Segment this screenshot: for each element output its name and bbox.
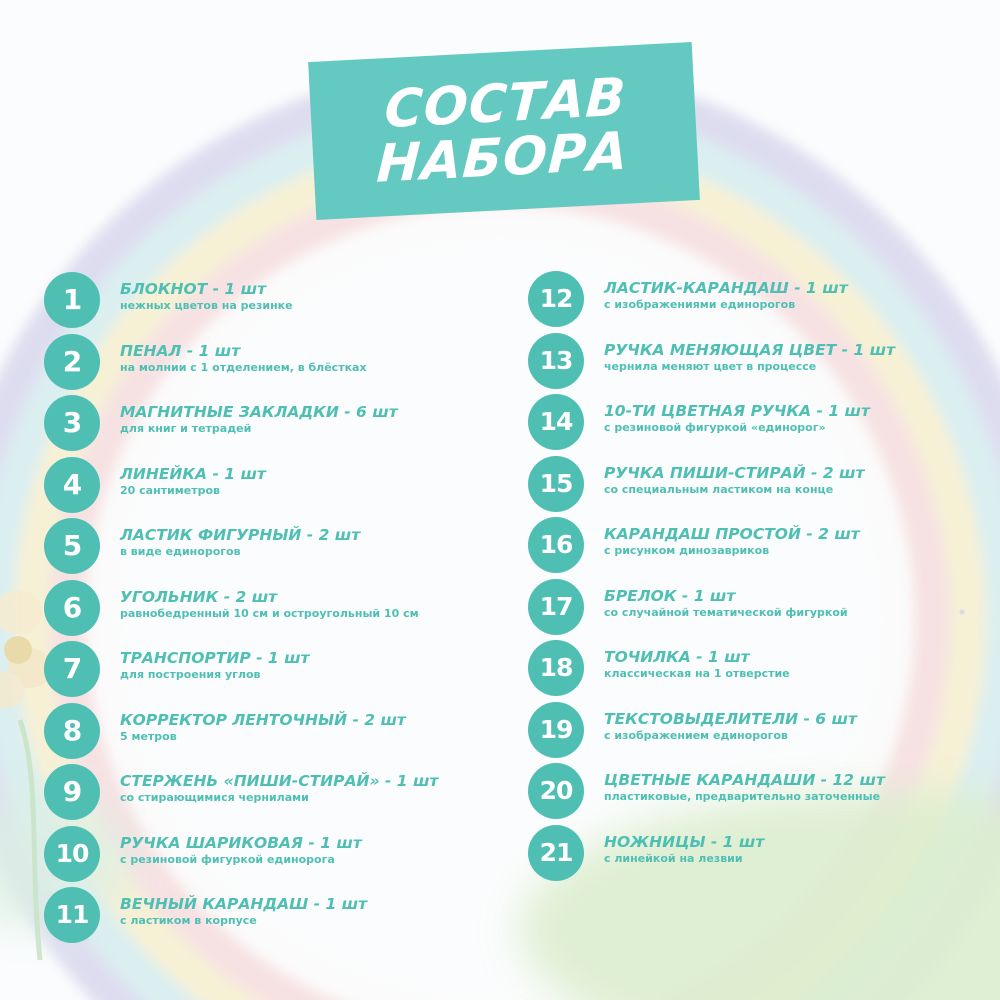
item-name: ПЕНАЛ - 1 шт xyxy=(120,341,241,360)
item-name: НОЖНИЦЫ - 1 шт xyxy=(604,832,765,851)
item-number-badge: 10 xyxy=(44,826,100,882)
list-item xyxy=(528,517,998,573)
title-banner xyxy=(308,42,700,220)
list-item xyxy=(44,272,514,328)
item-description: со случайной тематической фигуркой xyxy=(604,605,848,619)
item-description: с ластиком в корпусе xyxy=(120,914,257,927)
item-description: равнобедренный 10 см и остроугольный 10 см xyxy=(120,606,419,620)
item-description: с изображением единорогов xyxy=(604,728,788,742)
page-title xyxy=(308,42,700,221)
item-number-badge: 19 xyxy=(528,702,584,758)
item-number-badge: 14 xyxy=(528,394,584,450)
item-description: 5 метров xyxy=(120,729,177,743)
item-number-badge: 1 xyxy=(44,272,100,328)
item-name: ТЕКСТОВЫДЕЛИТЕЛИ - 6 шт xyxy=(604,709,857,728)
item-number-badge: 12 xyxy=(528,271,584,327)
list-item xyxy=(44,334,514,390)
item-description: 20 сантиметров xyxy=(120,483,220,497)
title-line-2: НАБОРА xyxy=(375,121,630,195)
item-description: с линейкой на лезвии xyxy=(604,851,743,865)
list-item xyxy=(528,271,998,327)
item-name: МАГНИТНЫЕ ЗАКЛАДКИ - 6 шт xyxy=(120,403,398,421)
item-number-badge: 7 xyxy=(44,641,100,697)
list-item xyxy=(44,395,514,451)
item-number-badge: 16 xyxy=(528,517,584,573)
item-description: классическая на 1 отверстие xyxy=(604,667,790,680)
item-name: БЛОКНОТ - 1 шт xyxy=(120,280,267,298)
item-name: БРЕЛОК - 1 шт xyxy=(604,586,736,605)
list-item xyxy=(528,394,998,450)
item-number-badge: 17 xyxy=(528,579,584,635)
item-description: в виде единорогов xyxy=(120,545,241,558)
list-item xyxy=(44,826,514,882)
list-item xyxy=(44,518,514,574)
item-name: ЛАСТИК-КАРАНДАШ - 1 шт xyxy=(604,279,848,297)
list-item xyxy=(528,825,998,881)
item-name: СТЕРЖЕНЬ «ПИШИ-СТИРАЙ» - 1 шт xyxy=(120,772,439,790)
item-number-badge: 8 xyxy=(44,703,100,759)
item-description: со специальным ластиком на конце xyxy=(604,482,834,496)
item-number-badge: 4 xyxy=(44,457,100,513)
item-number-badge: 13 xyxy=(528,333,584,389)
item-name: УГОЛЬНИК - 2 шт xyxy=(120,587,278,606)
item-description: с резиновой фигуркой единорога xyxy=(120,852,335,866)
list-item xyxy=(528,456,998,512)
item-name: ЛАСТИК ФИГУРНЫЙ - 2 шт xyxy=(120,526,361,544)
item-number-badge: 20 xyxy=(528,763,584,819)
item-description: с рисунком динозавриков xyxy=(604,544,770,557)
item-description: пластиковые, предварительно заточенные xyxy=(604,790,881,803)
item-number-badge: 18 xyxy=(528,640,584,696)
item-number-badge: 9 xyxy=(44,764,100,820)
item-number-badge: 21 xyxy=(528,825,584,881)
list-item xyxy=(44,764,514,820)
item-description: нежных цветов на резинке xyxy=(120,299,293,312)
item-description: со стирающимися чернилами xyxy=(120,791,309,804)
item-number-badge: 3 xyxy=(44,395,100,451)
item-description: с резиновой фигуркой «единорог» xyxy=(604,421,826,434)
item-name: ВЕЧНЫЙ КАРАНДАШ - 1 шт xyxy=(120,895,368,913)
list-item xyxy=(44,641,514,697)
item-description: с изображениями единорогов xyxy=(604,298,796,311)
item-name: РУЧКА ШАРИКОВАЯ - 1 шт xyxy=(120,833,362,852)
item-description: чернила меняют цвет в процессе xyxy=(604,359,817,373)
list-item xyxy=(44,703,514,759)
item-number-badge: 6 xyxy=(44,580,100,636)
item-name: КОРРЕКТОР ЛЕНТОЧНЫЙ - 2 шт xyxy=(120,710,406,729)
list-item xyxy=(528,702,998,758)
item-name: РУЧКА ПИШИ-СТИРАЙ - 2 шт xyxy=(604,463,865,482)
item-name: ЛИНЕЙКА - 1 шт xyxy=(120,464,266,483)
item-description: для построения углов xyxy=(120,668,261,681)
list-item xyxy=(528,333,998,389)
list-item xyxy=(44,887,514,943)
item-name: КАРАНДАШ ПРОСТОЙ - 2 шт xyxy=(604,525,860,543)
item-name: ТОЧИЛКА - 1 шт xyxy=(604,648,750,666)
item-name: ТРАНСПОРТИР - 1 шт xyxy=(120,649,310,667)
item-name: РУЧКА МЕНЯЮЩАЯ ЦВЕТ - 1 шт xyxy=(604,340,896,359)
title-line-1: СОСТАВ xyxy=(383,67,628,141)
item-description: на молнии с 1 отделением, в блёстках xyxy=(120,360,367,374)
list-item xyxy=(528,579,998,635)
item-number-badge: 2 xyxy=(44,334,100,390)
item-name: ЦВЕТНЫЕ КАРАНДАШИ - 12 шт xyxy=(604,771,885,789)
item-number-badge: 5 xyxy=(44,518,100,574)
list-item xyxy=(44,457,514,513)
item-description: для книг и тетрадей xyxy=(120,422,252,435)
list-item xyxy=(44,580,514,636)
list-item xyxy=(528,640,998,696)
list-item xyxy=(528,763,998,819)
item-number-badge: 11 xyxy=(44,887,100,943)
item-name: 10-ТИ ЦВЕТНАЯ РУЧКА - 1 шт xyxy=(604,402,870,420)
item-number-badge: 15 xyxy=(528,456,584,512)
